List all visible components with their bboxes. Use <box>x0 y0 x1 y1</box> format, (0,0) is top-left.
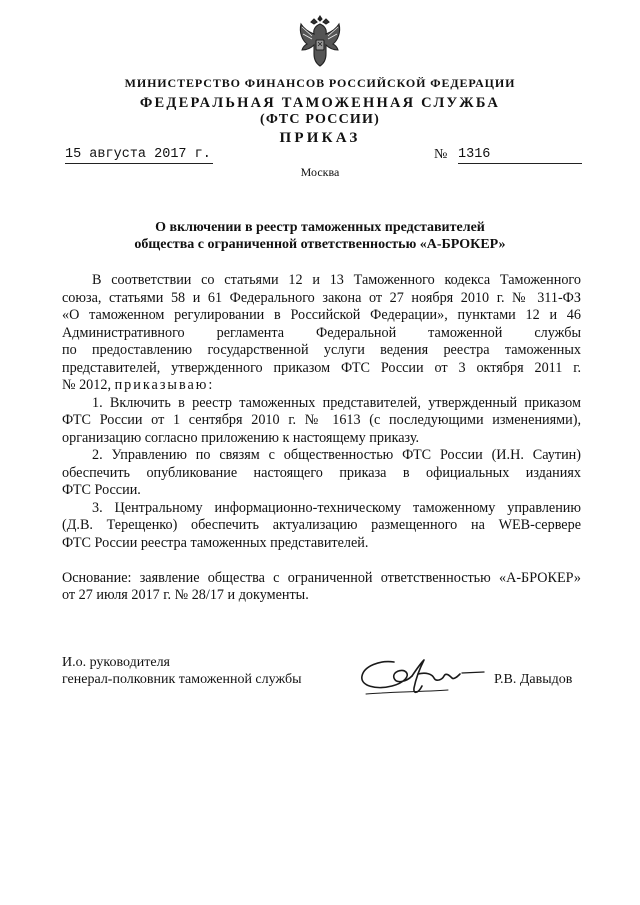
signer-name: Р.В. Давыдов <box>494 672 573 687</box>
item-3-line: (Д.В. Терещенко) обеспечить актуализацию размещенного на WEB-сервере <box>62 517 581 533</box>
preamble-line: представителей, утвержденного приказом ФТС России от 3 октября 2011 г. <box>62 360 581 376</box>
ministry-name: МИНИСТЕРСТВО ФИНАНСОВ РОССИЙСКОЙ ФЕДЕРАЦИИ <box>124 76 516 90</box>
item-3-line: ФТС России реестра таможенных представителей. <box>62 535 369 551</box>
service-name: ФЕДЕРАЛЬНАЯ ТАМОЖЕННАЯ СЛУЖБА <box>139 95 501 111</box>
order-word: приказываю: <box>114 377 215 393</box>
item-1-line: 1. Включить в реестр таможенных представителей, утвержденный приказом <box>92 395 581 411</box>
preamble-order-number: № 2012, <box>62 377 112 393</box>
preamble-line: по предоставлению государственной услуги ведения реестра таможенных <box>62 342 581 358</box>
order-number-value: 1316 <box>458 147 491 162</box>
service-abbreviation: (ФТС РОССИИ) <box>260 112 380 127</box>
document-type: ПРИКАЗ <box>279 130 361 146</box>
order-number-sign: № <box>434 147 448 162</box>
basis-line: от 27 июля 2017 г. № 28/17 и документы. <box>62 587 309 603</box>
item-1-line: организацию согласно приложению к настоящему приказу. <box>62 430 420 446</box>
item-3-line: 3. Центральному информационно-техническому таможенному управлению <box>92 500 581 516</box>
order-title-line-1: О включении в реестр таможенных представителей <box>155 220 485 235</box>
item-2-line: 2. Управлению по связям с общественностью ФТС России (И.Н. Саутин) <box>92 447 581 463</box>
order-date: 15 августа 2017 г. <box>65 147 213 164</box>
item-2-line: обеспечить опубликование настоящего приказа в официальных изданиях <box>62 465 581 481</box>
coat-of-arms-emblem <box>297 14 343 68</box>
preamble-line: В соответствии со статьями 12 и 13 Таможенного кодекса Таможенного <box>92 272 581 288</box>
preamble-line: Административного регламента Федеральной таможенной службы <box>62 325 581 341</box>
preamble-last-line <box>62 377 581 395</box>
preamble-line: союза, статьями 58 и 61 Федерального закона от 27 ноября 2010 г. № 311-ФЗ <box>62 290 581 306</box>
item-1-line: ФТС России от 1 сентября 2010 г. № 1613 (с последующими изменениями), <box>62 412 581 428</box>
signer-position-line-2: генерал-полковник таможенной службы <box>62 672 302 687</box>
handwritten-signature <box>358 654 488 698</box>
item-2-line: ФТС России. <box>62 482 141 498</box>
basis-line: Основание: заявление общества с ограниченной ответственностью «А-БРОКЕР» <box>62 570 581 586</box>
preamble-line: «О таможенном регулировании в Российской Федерации», пунктами 12 и 46 <box>62 307 581 323</box>
order-city: Москва <box>300 165 340 179</box>
signer-position-line-1: И.о. руководителя <box>62 655 171 670</box>
order-number <box>458 147 582 164</box>
order-title-line-2: общества с ограниченной ответственностью «А-БРОКЕР» <box>134 237 506 252</box>
